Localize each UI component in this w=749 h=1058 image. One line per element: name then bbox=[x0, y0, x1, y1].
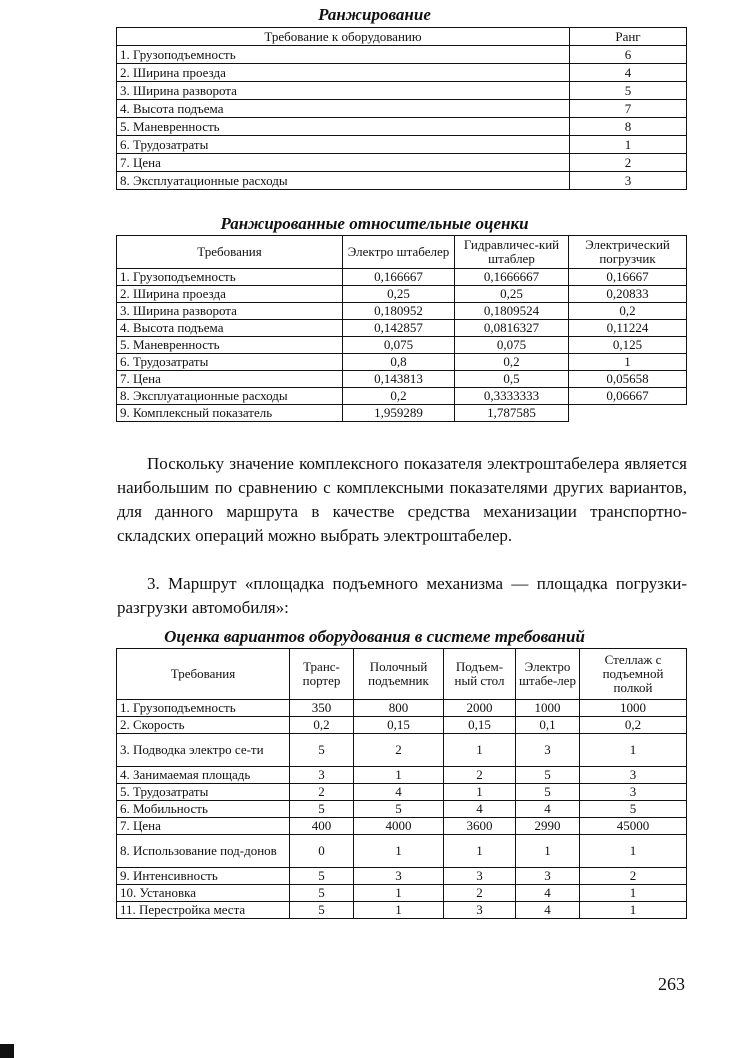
table-row bbox=[117, 154, 687, 172]
table-cell: 6. Мобильность bbox=[117, 801, 290, 818]
table-cell: 400 bbox=[290, 818, 354, 835]
table-row bbox=[117, 64, 687, 82]
table-cell: 0,075 bbox=[455, 337, 569, 354]
table-cell: 4 bbox=[354, 784, 444, 801]
table-cell: 5 bbox=[516, 784, 580, 801]
table-cell: 0,2 bbox=[290, 717, 354, 734]
column-header: Полочный подъемник bbox=[354, 649, 444, 700]
table-cell: 3. Подводка электро се-ти bbox=[117, 734, 290, 767]
table-cell: 1 bbox=[444, 734, 516, 767]
page-number: 263 bbox=[658, 974, 685, 994]
table-cell: 0,0816327 bbox=[455, 320, 569, 337]
table-cell: 7. Цена bbox=[117, 154, 570, 172]
table-cell: 4. Высота подъема bbox=[117, 100, 570, 118]
ranking-table bbox=[116, 27, 687, 190]
table-cell: 3600 bbox=[444, 818, 516, 835]
table-cell: 0,25 bbox=[343, 286, 455, 303]
table-cell: 5. Маневренность bbox=[117, 337, 343, 354]
column-header: Ранг bbox=[570, 28, 687, 46]
table-cell: 1 bbox=[354, 767, 444, 784]
table-cell: 0,15 bbox=[444, 717, 516, 734]
table-cell: 0,2 bbox=[569, 303, 687, 320]
table-cell: 3 bbox=[444, 902, 516, 919]
table-cell: 2 bbox=[354, 734, 444, 767]
table-cell: 10. Установка bbox=[117, 885, 290, 902]
table-row bbox=[117, 902, 687, 919]
column-header: Электрический погрузчик bbox=[569, 236, 687, 269]
column-header: Электро штабе-лер bbox=[516, 649, 580, 700]
table-header-row bbox=[117, 236, 687, 269]
table-cell: 1,959289 bbox=[343, 405, 455, 422]
table-cell: 4. Высота подъема bbox=[117, 320, 343, 337]
table-cell: 11. Перестройка места bbox=[117, 902, 290, 919]
column-header: Гидравличес-кий штаблер bbox=[455, 236, 569, 269]
table-cell: 6 bbox=[570, 46, 687, 64]
column-header: Требования bbox=[117, 236, 343, 269]
column-header: Подъем-ный стол bbox=[444, 649, 516, 700]
table-cell: 4 bbox=[516, 885, 580, 902]
table-row bbox=[117, 118, 687, 136]
table-cell: 7. Цена bbox=[117, 371, 343, 388]
table-cell: 350 bbox=[290, 700, 354, 717]
table-cell: 2. Скорость bbox=[117, 717, 290, 734]
table-cell: 5 bbox=[580, 801, 687, 818]
conclusion-paragraph: Поскольку значение комплексного показателя электроштабелера является наибольшим по сравнению с комплексными показателями других вариантов, для данного маршрута в качестве средства механизации транспортно-складских операций можно выбрать электроштабелер. bbox=[117, 454, 687, 545]
table-cell: 0,15 bbox=[354, 717, 444, 734]
table-cell: 3. Ширина разворота bbox=[117, 82, 570, 100]
table-cell: 0,16667 bbox=[569, 269, 687, 286]
table-cell: 5. Маневренность bbox=[117, 118, 570, 136]
table-row bbox=[117, 354, 687, 371]
table-cell: 0,142857 bbox=[343, 320, 455, 337]
table-row bbox=[117, 405, 687, 422]
table-row bbox=[117, 286, 687, 303]
table-row bbox=[117, 700, 687, 717]
table-cell: 45000 bbox=[580, 818, 687, 835]
table-header-row bbox=[117, 28, 687, 46]
table-header-row bbox=[117, 649, 687, 700]
route-paragraph: 3. Маршрут «площадка подъемного механизма — площадка погрузки-разгрузки автомобиля»: bbox=[117, 574, 687, 617]
table-row bbox=[117, 784, 687, 801]
table-cell: 5 bbox=[290, 734, 354, 767]
column-header: Требования bbox=[117, 649, 290, 700]
ranking-caption: Ранжирование bbox=[318, 5, 431, 24]
table-cell: 3 bbox=[570, 172, 687, 190]
table-row bbox=[117, 818, 687, 835]
table-cell: 7. Цена bbox=[117, 818, 290, 835]
table-cell: 5 bbox=[290, 885, 354, 902]
table-cell: 2 bbox=[444, 885, 516, 902]
table-cell: 0,2 bbox=[455, 354, 569, 371]
table-cell: 0,5 bbox=[455, 371, 569, 388]
table-cell: 0,8 bbox=[343, 354, 455, 371]
table-cell: 0,2 bbox=[580, 717, 687, 734]
table-cell: 0,1809524 bbox=[455, 303, 569, 320]
table-cell: 2 bbox=[290, 784, 354, 801]
table-cell: 2000 bbox=[444, 700, 516, 717]
table-cell: 4 bbox=[516, 902, 580, 919]
table-cell: 4 bbox=[570, 64, 687, 82]
column-header: Требование к оборудованию bbox=[117, 28, 570, 46]
table-cell: 1. Грузоподъемность bbox=[117, 46, 570, 64]
table-row bbox=[117, 371, 687, 388]
table-cell: 8. Использование под-донов bbox=[117, 835, 290, 868]
table-cell: 0,2 bbox=[343, 388, 455, 405]
table-cell: 1 bbox=[580, 734, 687, 767]
table-row bbox=[117, 320, 687, 337]
table-cell: 0,11224 bbox=[569, 320, 687, 337]
table-row bbox=[117, 801, 687, 818]
table-cell: 2990 bbox=[516, 818, 580, 835]
table-cell: 0,05658 bbox=[569, 371, 687, 388]
table-cell: 1 bbox=[444, 784, 516, 801]
table-cell: 0,06667 bbox=[569, 388, 687, 405]
column-header: Транс-портер bbox=[290, 649, 354, 700]
relative-caption: Ранжированные относительные оценки bbox=[220, 214, 529, 233]
table-cell: 1 bbox=[354, 885, 444, 902]
table-cell bbox=[569, 405, 687, 422]
table-cell: 5 bbox=[570, 82, 687, 100]
table-cell: 2. Ширина проезда bbox=[117, 286, 343, 303]
table-row bbox=[117, 337, 687, 354]
table-cell: 0,1666667 bbox=[455, 269, 569, 286]
table-cell: 1000 bbox=[516, 700, 580, 717]
table-row bbox=[117, 269, 687, 286]
table-row bbox=[117, 767, 687, 784]
table-row bbox=[117, 717, 687, 734]
table-cell: 0 bbox=[290, 835, 354, 868]
table-cell: 1,787585 bbox=[455, 405, 569, 422]
table-row bbox=[117, 172, 687, 190]
table-cell: 0,25 bbox=[455, 286, 569, 303]
table-cell: 4000 bbox=[354, 818, 444, 835]
table-cell: 9. Интенсивность bbox=[117, 868, 290, 885]
table-cell: 2 bbox=[580, 868, 687, 885]
table-cell: 1 bbox=[569, 354, 687, 371]
table-cell: 5 bbox=[516, 767, 580, 784]
table-cell: 1000 bbox=[580, 700, 687, 717]
column-header: Электро штабелер bbox=[343, 236, 455, 269]
table-row bbox=[117, 46, 687, 64]
table-cell: 1 bbox=[516, 835, 580, 868]
table-cell: 9. Комплексный показатель bbox=[117, 405, 343, 422]
table-cell: 3. Ширина разворота bbox=[117, 303, 343, 320]
table-cell: 0,1 bbox=[516, 717, 580, 734]
table-cell: 3 bbox=[516, 734, 580, 767]
relative-table bbox=[116, 235, 687, 422]
table-cell: 8. Эксплуатационные расходы bbox=[117, 172, 570, 190]
table-cell: 4 bbox=[444, 801, 516, 818]
table-cell: 1. Грузоподъемность bbox=[117, 700, 290, 717]
table-cell: 1 bbox=[580, 885, 687, 902]
table-row bbox=[117, 100, 687, 118]
table-cell: 2 bbox=[444, 767, 516, 784]
table-cell: 1 bbox=[354, 902, 444, 919]
table-cell: 1 bbox=[354, 835, 444, 868]
table-row bbox=[117, 82, 687, 100]
table-cell: 3 bbox=[444, 868, 516, 885]
table-cell: 0,180952 bbox=[343, 303, 455, 320]
scan-edge-mark bbox=[0, 1044, 14, 1058]
table-cell: 2 bbox=[570, 154, 687, 172]
table-cell: 5 bbox=[290, 801, 354, 818]
table-cell: 7 bbox=[570, 100, 687, 118]
table-cell: 3 bbox=[290, 767, 354, 784]
table-cell: 8. Эксплуатационные расходы bbox=[117, 388, 343, 405]
table-cell: 0,125 bbox=[569, 337, 687, 354]
table-row bbox=[117, 734, 687, 767]
table-row bbox=[117, 835, 687, 868]
table-cell: 5 bbox=[290, 902, 354, 919]
table-cell: 0,166667 bbox=[343, 269, 455, 286]
table-cell: 0,3333333 bbox=[455, 388, 569, 405]
table-cell: 3 bbox=[580, 784, 687, 801]
table-cell: 5 bbox=[354, 801, 444, 818]
table-cell: 4. Занимаемая площадь bbox=[117, 767, 290, 784]
table-cell: 3 bbox=[354, 868, 444, 885]
table-cell: 0,143813 bbox=[343, 371, 455, 388]
table-cell: 2. Ширина проезда bbox=[117, 64, 570, 82]
column-header: Стеллаж с подъемной полкой bbox=[580, 649, 687, 700]
table-row bbox=[117, 136, 687, 154]
table-cell: 0,075 bbox=[343, 337, 455, 354]
table-cell: 1 bbox=[580, 902, 687, 919]
table-cell: 4 bbox=[516, 801, 580, 818]
table-cell: 3 bbox=[516, 868, 580, 885]
table-cell: 3 bbox=[580, 767, 687, 784]
table-cell: 0,20833 bbox=[569, 286, 687, 303]
table-cell: 8 bbox=[570, 118, 687, 136]
evaluation-caption: Оценка вариантов оборудования в системе требований bbox=[164, 627, 585, 646]
table-cell: 6. Трудозатраты bbox=[117, 354, 343, 371]
evaluation-table bbox=[116, 648, 687, 919]
table-cell: 1. Грузоподъемность bbox=[117, 269, 343, 286]
table-row bbox=[117, 388, 687, 405]
table-cell: 6. Трудозатраты bbox=[117, 136, 570, 154]
table-cell: 1 bbox=[580, 835, 687, 868]
table-cell: 1 bbox=[444, 835, 516, 868]
table-row bbox=[117, 885, 687, 902]
table-cell: 5 bbox=[290, 868, 354, 885]
table-row bbox=[117, 303, 687, 320]
table-cell: 1 bbox=[570, 136, 687, 154]
table-row bbox=[117, 868, 687, 885]
table-cell: 800 bbox=[354, 700, 444, 717]
table-cell: 5. Трудозатраты bbox=[117, 784, 290, 801]
